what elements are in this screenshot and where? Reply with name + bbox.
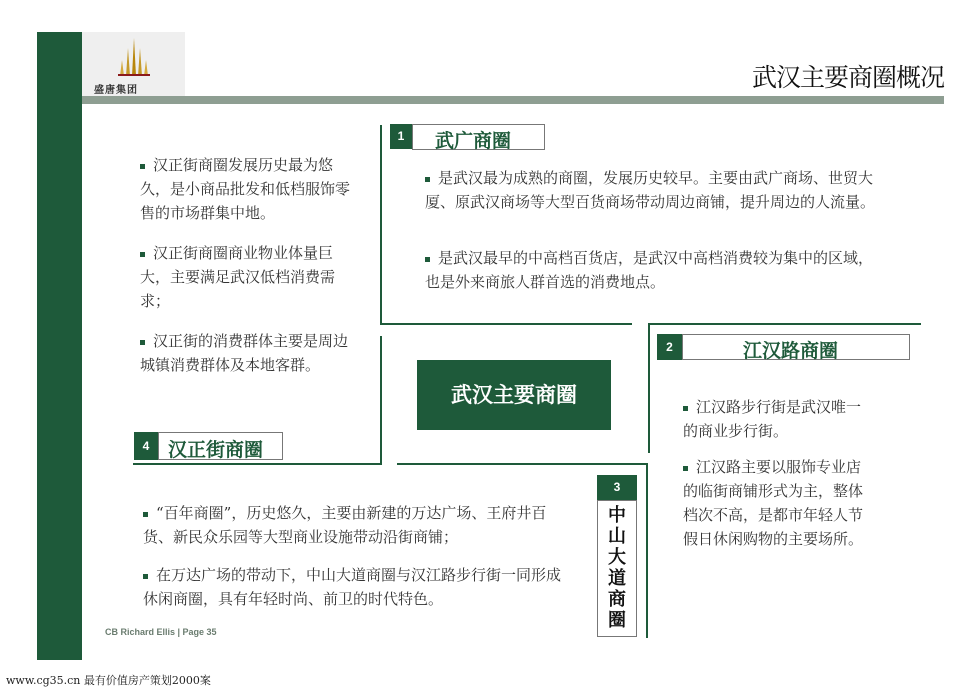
divider-line [648,323,921,325]
section-4-header [158,432,283,460]
company-logo [82,32,185,96]
section-2-bullet: 江汉路步行街是武汉唯一的商业步行街。 [683,398,862,440]
section-2-header [682,334,910,360]
section-1-bullet: 是武汉最早的中高档百货店，是武汉中高档消费较为集中的区域，也是外来商旅人群首选的消费地点。 [425,249,874,291]
section-4-title: 汉正街商圈 [168,439,264,461]
section-4-number: 4 [134,432,158,460]
center-label: 武汉主要商圈 [417,360,611,430]
divider-line [648,323,650,453]
divider-line [380,323,632,325]
section-1-number: 1 [390,124,412,149]
section-3-title: 中山大道商圈 [608,505,626,631]
section-3-header [597,500,637,637]
section-2-bullet: 江汉路主要以服饰专业店的临街商铺形式为主，整体档次不高，是都市年轻人节假日休闲购物的主要场所。 [683,458,864,548]
divider-line [380,336,382,464]
section-4-bullet: 汉正街商圈发展历史最为悠久，是小商品批发和低档服饰零售的市场群集中地。 [140,156,351,222]
page-footer: CB Richard Ellis | Page 35 [105,627,217,637]
logo-tower-icon [118,36,150,76]
section-4-bullet: 汉正街的消费群体主要是周边城镇消费群体及本地客群。 [140,332,349,374]
divider-line [397,463,647,465]
section-3-bullet: 在万达广场的带动下，中山大道商圈与汉江路步行街一同形成休闲商圈，具有年轻时尚、前卫的时代特色。 [143,566,562,608]
section-2-title: 江汉路商圈 [743,340,839,362]
section-1-bullet: 是武汉最为成熟的商圈，发展历史较早。主要由武广商场、世贸大厦、原武汉商场等大型百货商场带动周边商铺，提升周边的人流量。 [425,169,876,211]
sidebar-band [37,32,82,660]
header-divider [82,96,944,104]
section-1-title: 武广商圈 [435,130,512,152]
section-1-header [412,124,545,150]
page-title: 武汉主要商圈概况 [751,63,944,92]
logo-text: 盛唐集团 [94,85,138,96]
section-4-bullet: 汉正街商圈商业物业体量巨大，主要满足武汉低档消费需求； [140,244,336,310]
source-caption: www.cg35.cn 最有价值房产策划2000案 [6,674,211,687]
divider-line [380,125,382,325]
divider-line [133,463,382,465]
section-3-bullet: “百年商圈”，历史悠久，主要由新建的万达广场、王府井百货、新民众乐园等大型商业设施带动沿街商铺； [143,504,547,546]
section-3-number: 3 [597,475,637,500]
section-2-number: 2 [657,334,682,360]
divider-line [646,463,648,638]
